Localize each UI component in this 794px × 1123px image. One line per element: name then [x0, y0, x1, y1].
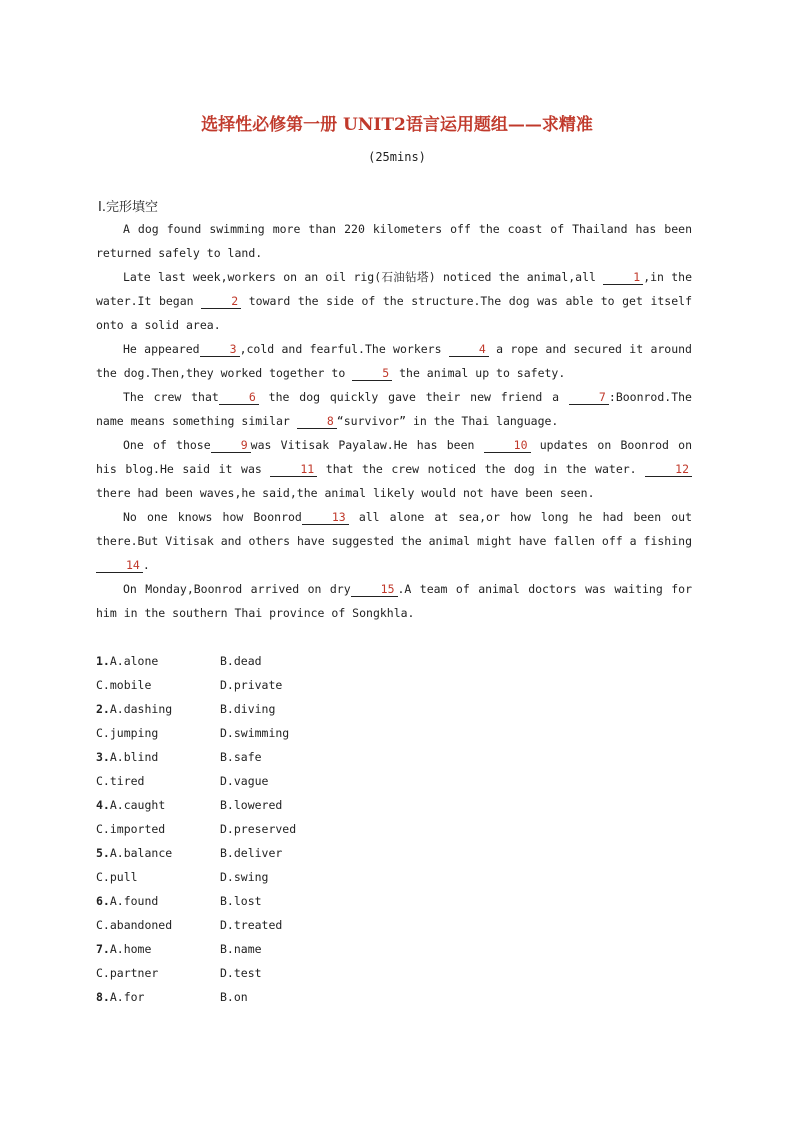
- passage-paragraph: [96, 577, 692, 625]
- passage-text: One of those: [123, 438, 211, 452]
- option-row: [96, 865, 296, 889]
- passage-text: He appeared: [123, 342, 200, 356]
- option-choice[interactable]: C.mobile: [96, 678, 152, 692]
- passage-text: that the crew noticed the dog in the water.: [317, 462, 646, 476]
- option-choice[interactable]: C.tired: [96, 774, 145, 788]
- option-row: [96, 673, 296, 697]
- blank-3[interactable]: 3: [200, 342, 240, 357]
- option-row: [96, 985, 296, 1009]
- page-title: 选择性必修第一册 UNIT2语言运用题组——求精准: [201, 115, 593, 135]
- question-number: 3.: [96, 750, 110, 764]
- option-choice[interactable]: A.for: [109, 990, 145, 1004]
- passage-text: A dog found swimming more than 220 kilometers off the coast of Thailand has been returned safely to land.: [96, 222, 692, 260]
- passage-text: all alone at sea,or how long he had been out there.But Vitisak and others have suggested the animal might have fallen off a fishing: [96, 510, 692, 548]
- passage-text: updates on Boonrod on his blog.He said it was: [96, 438, 692, 476]
- option-left: [96, 865, 220, 889]
- option-row: [96, 913, 296, 937]
- option-choice[interactable]: B.name: [220, 942, 262, 956]
- passage-paragraph: [96, 217, 692, 265]
- option-choice[interactable]: C.partner: [96, 966, 159, 980]
- option-choice[interactable]: A.home: [109, 942, 152, 956]
- passage-text: the animal up to safety.: [392, 366, 566, 380]
- option-row: [96, 889, 296, 913]
- passage-text: Late last week,workers on an oil rig(石油钻塔) noticed the animal,all: [123, 270, 604, 284]
- option-choice[interactable]: D.swing: [220, 870, 269, 884]
- option-left: [96, 841, 220, 865]
- option-row: [96, 769, 296, 793]
- option-left: [96, 889, 220, 913]
- option-choice[interactable]: C.jumping: [96, 726, 159, 740]
- blank-4[interactable]: 4: [449, 342, 489, 357]
- option-choice[interactable]: A.found: [109, 894, 159, 908]
- passage-paragraph: [96, 433, 692, 505]
- option-choice[interactable]: A.dashing: [109, 702, 173, 716]
- passage-text: “survivor” in the Thai language.: [336, 414, 559, 428]
- passage-text: ,in the water.It began: [96, 270, 692, 308]
- option-choice[interactable]: D.preserved: [220, 822, 297, 836]
- blank-8[interactable]: 8: [297, 414, 337, 429]
- passage-text: the dog quickly gave their new friend a: [258, 390, 569, 404]
- question-number: 5.: [96, 846, 110, 860]
- passage-text: .A team of animal doctors was waiting for him in the southern Thai province of Songkhla.: [96, 582, 692, 620]
- passage-text: On Monday,Boonrod arrived on dry: [123, 582, 351, 596]
- blank-14[interactable]: 14: [96, 558, 143, 573]
- blank-1[interactable]: 1: [603, 270, 643, 285]
- option-left: [96, 721, 220, 745]
- option-row: [96, 793, 296, 817]
- passage-text: ,cold and fearful.The workers: [239, 342, 449, 356]
- option-row: [96, 817, 296, 841]
- option-left: [96, 649, 220, 673]
- blank-9[interactable]: 9: [211, 438, 251, 453]
- option-choice[interactable]: D.private: [220, 678, 283, 692]
- option-left: [96, 937, 220, 961]
- blank-6[interactable]: 6: [219, 390, 259, 405]
- question-number: 1.: [96, 654, 110, 668]
- blank-12[interactable]: 12: [645, 462, 692, 477]
- option-left: [96, 769, 220, 793]
- option-row: [96, 745, 296, 769]
- option-row: [96, 721, 296, 745]
- option-choice[interactable]: D.test: [220, 966, 262, 980]
- blank-10[interactable]: 10: [484, 438, 531, 453]
- question-number: 2.: [96, 702, 110, 716]
- passage-paragraph: [96, 385, 692, 433]
- option-choice[interactable]: A.caught: [109, 798, 166, 812]
- passage-text: was Vitisak Payalaw.He has been: [250, 438, 484, 452]
- option-row: [96, 841, 296, 865]
- option-left: [96, 961, 220, 985]
- passage-text: a rope and secured it around the dog.Then,they worked together to: [96, 342, 692, 380]
- option-choice[interactable]: D.vague: [220, 774, 269, 788]
- question-number: 7.: [96, 942, 110, 956]
- option-left: [96, 817, 220, 841]
- option-choice[interactable]: B.lost: [220, 894, 262, 908]
- option-choice[interactable]: A.alone: [109, 654, 159, 668]
- option-choice[interactable]: B.on: [220, 990, 248, 1004]
- passage-text: The crew that: [123, 390, 219, 404]
- option-choice[interactable]: D.swimming: [220, 726, 290, 740]
- blank-13[interactable]: 13: [302, 510, 349, 525]
- passage-text: :Boonrod.The name means something similar: [96, 390, 692, 428]
- passage-text: .: [142, 558, 150, 572]
- blank-7[interactable]: 7: [569, 390, 609, 405]
- option-left: [96, 745, 220, 769]
- question-number: 6.: [96, 894, 110, 908]
- option-choice[interactable]: B.safe: [220, 750, 262, 764]
- option-choice[interactable]: A.balance: [109, 846, 173, 860]
- option-choice[interactable]: B.diving: [220, 702, 276, 716]
- option-choice[interactable]: C.imported: [96, 822, 166, 836]
- question-number: 4.: [96, 798, 110, 812]
- option-choice[interactable]: B.lowered: [220, 798, 283, 812]
- section-heading: Ⅰ.完形填空: [98, 200, 158, 215]
- option-row: [96, 697, 296, 721]
- option-choice[interactable]: A.blind: [109, 750, 159, 764]
- cloze-passage: [96, 217, 692, 625]
- option-left: [96, 985, 220, 1009]
- time-limit: (25mins): [368, 150, 426, 164]
- blank-5[interactable]: 5: [352, 366, 392, 381]
- passage-paragraph: [96, 337, 692, 385]
- passage-text: No one knows how Boonrod: [123, 510, 302, 524]
- blank-15[interactable]: 15: [351, 582, 398, 597]
- passage-text: there had been waves,he said,the animal likely would not have been seen.: [96, 486, 595, 500]
- option-left: [96, 673, 220, 697]
- option-left: [96, 697, 220, 721]
- passage-paragraph: [96, 505, 692, 577]
- option-choice[interactable]: B.dead: [220, 654, 262, 668]
- option-row: [96, 649, 296, 673]
- option-choice[interactable]: B.deliver: [220, 846, 283, 860]
- blank-11[interactable]: 11: [270, 462, 317, 477]
- answer-options: [96, 649, 296, 1009]
- passage-text: toward the side of the structure.The dog was able to get itself onto a solid area.: [96, 294, 693, 332]
- question-number: 8.: [96, 990, 110, 1004]
- passage-paragraph: [96, 265, 692, 337]
- option-left: [96, 793, 220, 817]
- option-left: [96, 913, 220, 937]
- option-row: [96, 937, 296, 961]
- option-choice[interactable]: C.pull: [96, 870, 138, 884]
- option-choice[interactable]: D.treated: [220, 918, 283, 932]
- option-choice[interactable]: C.abandoned: [96, 918, 173, 932]
- blank-2[interactable]: 2: [201, 294, 241, 309]
- option-row: [96, 961, 296, 985]
